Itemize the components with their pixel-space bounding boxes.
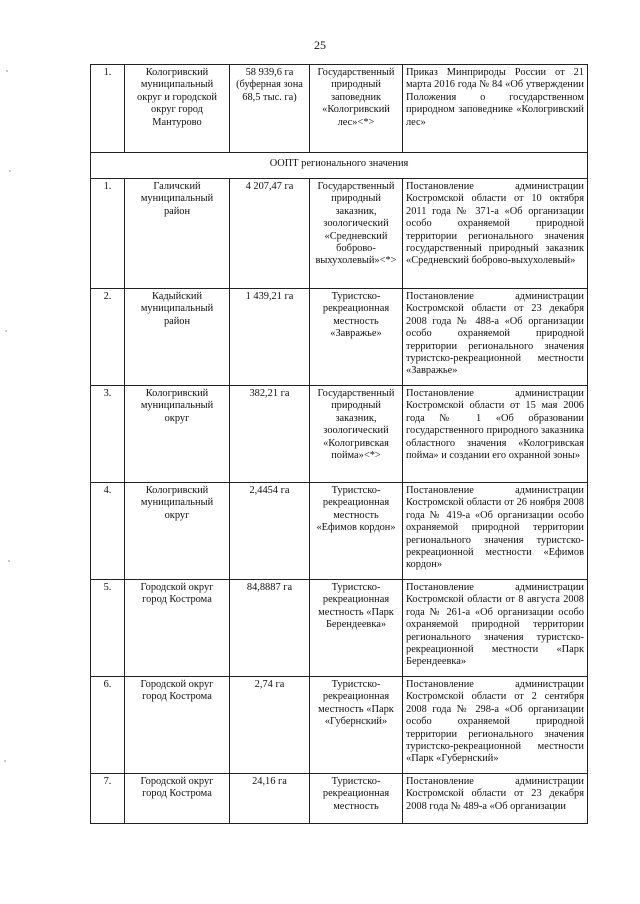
row-number: 3.	[91, 386, 125, 483]
section-title: ООПТ регионального значения	[91, 153, 588, 179]
area-cell: 24,16 га	[230, 774, 310, 824]
section-header-row	[91, 153, 588, 179]
area-cell: 58 939,6 га (буферная зона 68,5 тыс. га)	[230, 65, 310, 153]
category-cell: Государственный природный заказник, зоологический «Средневский боброво-выхухолевый»<*>	[310, 179, 403, 289]
table-row	[91, 580, 588, 677]
municipality-cell: Галичский муниципальный район	[125, 179, 230, 289]
table-row	[91, 774, 588, 824]
document-cell: Постановление администрации Костромской области от 10 октября 2011 года № 371-а «Об организации особо охраняемой природной территории регионального значения государственный природный заказник «Средневский боброво-выхухолевый»	[403, 179, 588, 289]
area-cell: 382,21 га	[230, 386, 310, 483]
municipality-cell: Городской округ город Кострома	[125, 774, 230, 824]
area-cell: 84,8887 га	[230, 580, 310, 677]
row-number: 1.	[91, 179, 125, 289]
category-cell: Туристско-рекреационная местность «Завражье»	[310, 289, 403, 386]
row-number: 6.	[91, 677, 125, 774]
document-cell: Постановление администрации Костромской области от 23 декабря 2008 года № 489-а «Об организации	[403, 774, 588, 824]
page-number: 25	[314, 38, 326, 52]
scan-speck	[4, 760, 6, 762]
scan-speck	[9, 170, 11, 172]
table-row	[91, 179, 588, 289]
document-cell: Постановление администрации Костромской области от 2 сентября 2008 года № 298-а «Об организации особо охраняемой природной территории регионального значения туристско-рекреационной местности «Парк «Губернский»	[403, 677, 588, 774]
municipality-cell: Кологривский муниципальный округ	[125, 483, 230, 580]
municipality-cell: Кологривский муниципальный округ и городской округ город Мантурово	[125, 65, 230, 153]
row-number: 1.	[91, 65, 125, 153]
protected-areas-table	[90, 64, 588, 824]
row-number: 5.	[91, 580, 125, 677]
scan-speck	[8, 560, 10, 562]
area-cell: 4 207,47 га	[230, 179, 310, 289]
document-cell: Постановление администрации Костромской области от 26 ноября 2008 года № 419-а «Об организации особо охраняемой природной территории регионального значения туристско-рекреационной местности «Ефимов кордон»	[403, 483, 588, 580]
area-cell: 2,74 га	[230, 677, 310, 774]
category-cell: Государственный природный заказник, зоологический «Кологривская пойма»<*>	[310, 386, 403, 483]
scan-speck	[6, 70, 8, 72]
table-row	[91, 289, 588, 386]
table-row	[91, 386, 588, 483]
table-row	[91, 65, 588, 153]
municipality-cell: Кадыйский муниципальный район	[125, 289, 230, 386]
category-cell: Туристско-рекреационная местность «Парк «Губернский»	[310, 677, 403, 774]
row-number: 2.	[91, 289, 125, 386]
category-cell: Туристско-рекреационная местность	[310, 774, 403, 824]
row-number: 7.	[91, 774, 125, 824]
table-row	[91, 483, 588, 580]
scan-speck	[5, 330, 7, 332]
area-cell: 1 439,21 га	[230, 289, 310, 386]
category-cell: Туристско-рекреационная местность «Парк Берендеевка»	[310, 580, 403, 677]
municipality-cell: Городской округ город Кострома	[125, 580, 230, 677]
document-cell: Приказ Минприроды России от 21 марта 2016 года № 84 «Об утверждении Положения о государственном природном заповеднике «Кологривский лес»	[403, 65, 588, 153]
category-cell: Туристско-рекреационная местность «Ефимов кордон»	[310, 483, 403, 580]
document-cell: Постановление администрации Костромской области от 8 августа 2008 года № 261-а «Об организации особо охраняемой природной территории регионального значения туристско-рекреационной местности «Парк Берендеевка»	[403, 580, 588, 677]
document-cell: Постановление администрации Костромской области от 15 мая 2006 года № 1 «Об образовании государственного природного заказника областного значения «Кологривская пойма» и создании его охранной зоны»	[403, 386, 588, 483]
area-cell: 2,4454 га	[230, 483, 310, 580]
municipality-cell: Городской округ город Кострома	[125, 677, 230, 774]
row-number: 4.	[91, 483, 125, 580]
municipality-cell: Кологривский муниципальный округ	[125, 386, 230, 483]
table-row	[91, 677, 588, 774]
document-cell: Постановление администрации Костромской области от 23 декабря 2008 года № 488-а «Об организации особо охраняемой природной территории регионального значения туристско-рекреационной местности «Завражье»	[403, 289, 588, 386]
category-cell: Государственный природный заповедник «Кологривский лес»<*>	[310, 65, 403, 153]
